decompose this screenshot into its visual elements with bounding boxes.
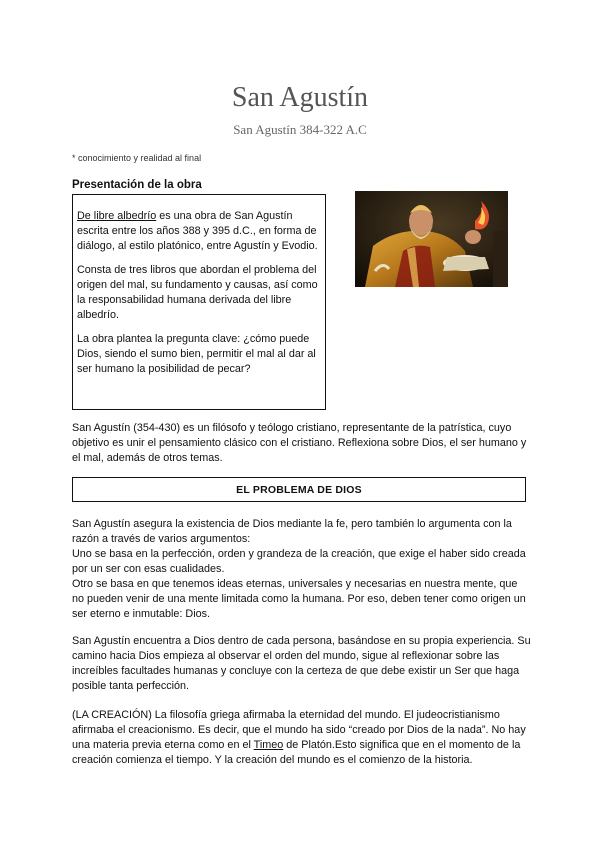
document-subtitle: San Agustín 384-322 A.C xyxy=(233,122,367,137)
creation-text-b: de Platón.Esto significa que en el momento de la creación comienza el tiempo. Y la creación del mundo es el comienzo de la historia. xyxy=(72,739,521,766)
inner-god-paragraph xyxy=(72,634,532,694)
section-heading-presentation: Presentación de la obra xyxy=(72,179,202,191)
creation-text xyxy=(72,708,532,768)
intro-paragraph-1 xyxy=(77,209,325,254)
god-arguments-paragraph xyxy=(72,517,532,622)
timeo-link[interactable]: Timeo xyxy=(253,739,284,751)
god-arguments-line-2: Uno se basa en la perfección, orden y grandeza de la creación, que exige el haber sido creada por un ser con esas cualidades. xyxy=(72,548,526,575)
intro-paragraph-3: La obra plantea la pregunta clave: ¿cómo puede Dios, siendo el sumo bien, permitir el mal al dar al ser humano la posibilidad de pecar? xyxy=(77,333,316,375)
god-arguments-line-3: Otro se basa en que tenemos ideas eternas, universales y necesarias en nuestra mente, que no pueden venir de una mente limitada como la humana. Por eso, deben tener como origen un ser eterno e inmutable: Dios. xyxy=(72,578,526,620)
saint-augustine-portrait-image xyxy=(355,191,508,287)
bio-text: San Agustín (354-430) es un filósofo y teólogo cristiano, representante de la patrística, cuyo objetivo es unir el pensamiento clásico con el cristiano. Reflexiona sobre Dios, el ser humano y el mal, además de otros temas. xyxy=(72,422,527,464)
work-title-link[interactable]: De libre albedrío xyxy=(77,210,157,222)
intro-paragraph-1-text: es una obra de San Agustín escrita entre los años 388 y 395 d.C., en forma de diálogo, al estilo platónico, entre Agustín y Evodio. xyxy=(77,210,318,252)
creation-text-a: (LA CREACIÓN) La filosofía griega afirmaba la eternidad del mundo. El judeocristianismo afirmaba el creacionismo. Es decir, que el mundo ha sido “creado por Dios de la nada”. No hay una materia previa eterna como en el xyxy=(72,709,526,751)
section-banner-problem-of-god: EL PROBLEMA DE DIOS xyxy=(72,477,526,502)
footnote-text: * conocimiento y realidad al final xyxy=(72,153,202,163)
creation-paragraph xyxy=(72,708,532,768)
god-arguments-line-1: San Agustín asegura la existencia de Dios mediante la fe, pero también lo argumenta con la razón a través de varios argumentos: xyxy=(72,518,512,545)
intro-box xyxy=(72,194,326,410)
document-title: San Agustín xyxy=(231,82,369,113)
inner-god-text: San Agustín encuentra a Dios dentro de cada persona, basándose en su propia experiencia. Su camino hacia Dios empieza al observar el orden del mundo, sigue al reflexionar sobre las increíbles facultades humanas y concluye con la certeza de que debe existir un Ser que haga posible tanta perfección. xyxy=(72,635,531,692)
intro-paragraph-2: Consta de tres libros que abordan el problema del origen del mal, su fundamento y causas, así como la responsabilidad humana derivada del libre albedrío. xyxy=(77,264,318,321)
bio-paragraph xyxy=(72,421,532,466)
